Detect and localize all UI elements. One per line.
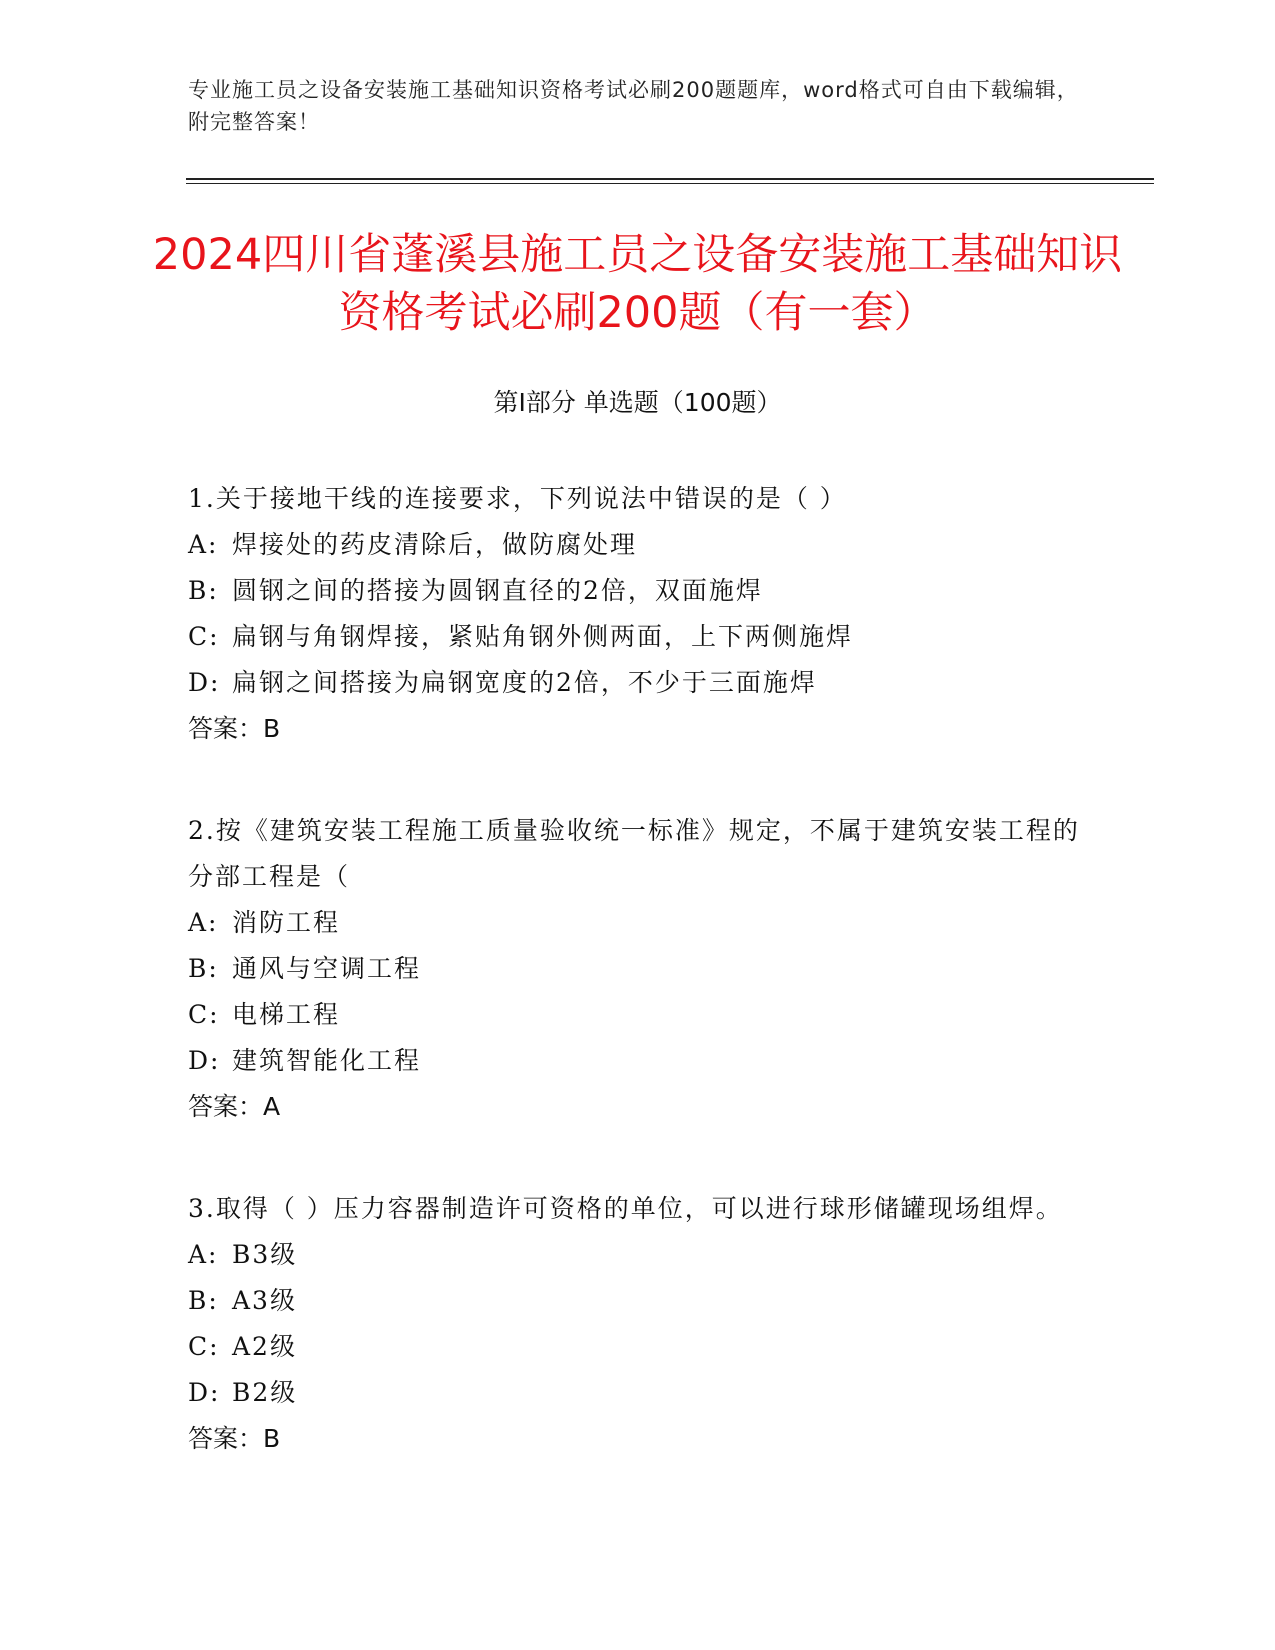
option-key: A: bbox=[188, 1240, 219, 1269]
header-note: 专业施工员之设备安装施工基础知识资格考试必刷200题题库，word格式可自由下载编辑，附完整答案！ bbox=[188, 78, 1079, 134]
option-text: B3级 bbox=[232, 1240, 298, 1269]
option-c bbox=[188, 614, 1088, 660]
option-text: B2级 bbox=[232, 1378, 298, 1407]
question-stem: 2.按《建筑安装工程施工质量验收统一标准》规定，不属于建筑安装工程的分部工程是（ bbox=[188, 816, 1080, 891]
option-a bbox=[188, 900, 1088, 946]
option-text: 焊接处的药皮清除后，做防腐处理 bbox=[232, 530, 638, 559]
option-b bbox=[188, 946, 1088, 992]
header-divider bbox=[186, 178, 1154, 180]
option-a bbox=[188, 1232, 1088, 1278]
option-c bbox=[188, 1324, 1088, 1370]
option-text: 通风与空调工程 bbox=[232, 954, 422, 983]
option-key: C: bbox=[188, 1000, 220, 1029]
option-key: A: bbox=[188, 530, 219, 559]
option-text: 建筑智能化工程 bbox=[232, 1046, 422, 1075]
option-c bbox=[188, 992, 1088, 1038]
option-key: C: bbox=[188, 622, 220, 651]
option-key: D: bbox=[188, 1046, 221, 1075]
option-text: 扁钢之间搭接为扁钢宽度的2倍，不少于三面施焊 bbox=[232, 668, 817, 697]
question-stem: 1.关于接地干线的连接要求，下列说法中错误的是（ ） bbox=[188, 484, 847, 513]
option-text: A3级 bbox=[232, 1286, 297, 1315]
option-key: C: bbox=[188, 1332, 220, 1361]
option-b bbox=[188, 568, 1088, 614]
document-title: 2024四川省蓬溪县施工员之设备安装施工基础知识资格考试必刷200题（有一套） bbox=[152, 230, 1123, 338]
header-divider-thin bbox=[186, 183, 1154, 184]
answer: 答案：B bbox=[188, 1424, 281, 1453]
option-text: 圆钢之间的搭接为圆钢直径的2倍，双面施焊 bbox=[232, 576, 763, 605]
option-text: A2级 bbox=[232, 1332, 297, 1361]
option-text: 扁钢与角钢焊接，紧贴角钢外侧两面，上下两侧施焊 bbox=[232, 622, 854, 651]
option-d bbox=[188, 1038, 1088, 1084]
answer: 答案：A bbox=[188, 1092, 281, 1121]
answer: 答案：B bbox=[188, 714, 281, 743]
question-1 bbox=[188, 476, 1088, 752]
option-key: B: bbox=[188, 954, 219, 983]
option-key: D: bbox=[188, 668, 221, 697]
option-d bbox=[188, 1370, 1088, 1416]
option-text: 消防工程 bbox=[232, 908, 341, 937]
option-key: B: bbox=[188, 576, 219, 605]
question-3 bbox=[188, 1186, 1088, 1462]
option-key: B: bbox=[188, 1286, 219, 1315]
option-b bbox=[188, 1278, 1088, 1324]
option-key: A: bbox=[188, 908, 219, 937]
section-title: 第Ⅰ部分 单选题（100题） bbox=[493, 388, 782, 417]
option-key: D: bbox=[188, 1378, 221, 1407]
question-list bbox=[188, 476, 1088, 1518]
option-d bbox=[188, 660, 1088, 706]
question-2 bbox=[188, 808, 1088, 1130]
option-text: 电梯工程 bbox=[232, 1000, 341, 1029]
option-a bbox=[188, 522, 1088, 568]
question-stem: 3.取得（ ）压力容器制造许可资格的单位，可以进行球形储罐现场组焊。 bbox=[188, 1194, 1063, 1223]
